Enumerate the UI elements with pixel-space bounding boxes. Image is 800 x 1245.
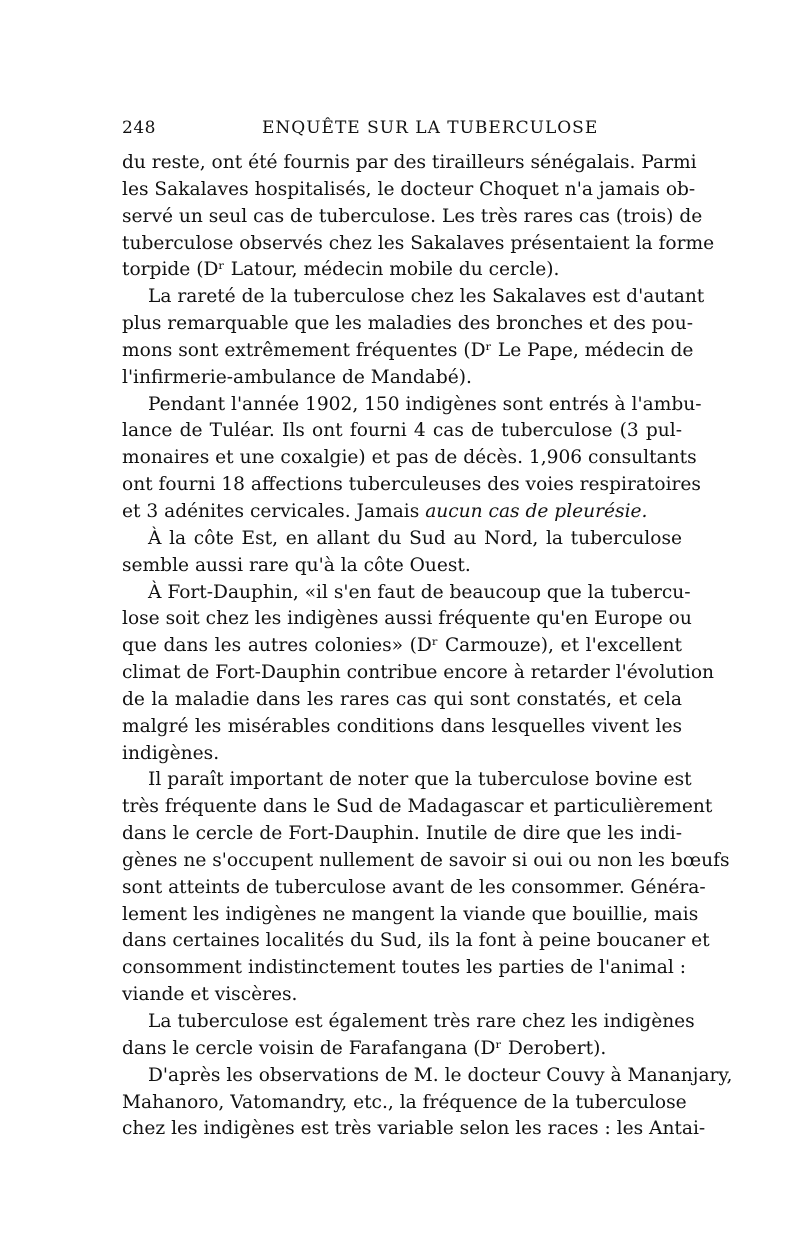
- text-line: lose soit chez les indigènes aussi fréquente qu'en Europe ou: [122, 608, 692, 630]
- text-line: semble aussi rare qu'à la côte Ouest.: [122, 554, 471, 576]
- text-line: que dans les autres colonies» (Dʳ Carmouze), et l'excellent: [122, 635, 682, 657]
- text-line: mons sont extrêmement fréquentes (Dʳ Le Pape, médecin de: [122, 339, 694, 361]
- body-text: [122, 150, 733, 1143]
- text-line: plus remarquable que les maladies des bronches et des pou-: [122, 313, 694, 335]
- text-line: lement les indigènes ne mangent la viande que bouillie, mais: [122, 903, 699, 925]
- text-line: malgré les misérables conditions dans lesquelles vivent les: [122, 715, 682, 737]
- text-line: D'après les observations de M. le docteur Couvy à Mananjary,: [148, 1064, 733, 1086]
- paragraph: [122, 1063, 733, 1144]
- text-line: très fréquente dans le Sud de Madagascar et particulièrement: [122, 796, 713, 818]
- text-line: À la côte Est, en allant du Sud au Nord, la tuberculose: [148, 527, 682, 549]
- text-line: chez les indigènes est très variable selon les races : les Antai-: [122, 1118, 706, 1140]
- text-line: sont atteints de tuberculose avant de les consommer. Généra-: [122, 876, 706, 898]
- text-line: Il paraît important de noter que la tuberculose bovine est: [148, 769, 692, 791]
- text-line: ont fourni 18 affections tuberculeuses des voies respiratoires: [122, 474, 701, 496]
- text-line: La tuberculose est également très rare chez les indigènes: [148, 1011, 695, 1032]
- paragraph: [122, 1009, 695, 1063]
- text-line: gènes ne s'occupent nullement de savoir si oui ou non les bœufs: [122, 849, 730, 871]
- text-line: de la maladie dans les rares cas qui sont constatés, et cela: [122, 688, 682, 710]
- text-line: À Fort-Dauphin, «il s'en faut de beaucoup que la tubercu-: [148, 581, 691, 603]
- page-number: 248: [122, 118, 156, 138]
- text-line: dans le cercle voisin de Farafangana (Dʳ Derobert).: [122, 1037, 607, 1059]
- text-line: l'infirmerie-ambulance de Mandabé).: [122, 366, 472, 388]
- text-line: lance de Tuléar. Ils ont fourni 4 cas de tuberculose (3 pul-: [122, 420, 682, 442]
- text-line: et 3 adénites cervicales. Jamais aucun cas de pleurésie.: [122, 500, 648, 522]
- text-line: dans certaines localités du Sud, ils la font à peine boucaner et: [122, 930, 710, 952]
- text-line: servé un seul cas de tuberculose. Les très rares cas (trois) de: [122, 205, 703, 227]
- text-line: Pendant l'année 1902, 150 indigènes sont entrés à l'ambu-: [148, 393, 702, 415]
- italic-emphasis: aucun cas de pleurésie.: [425, 500, 648, 522]
- text-line: consomment indistinctement toutes les parties de l'animal :: [122, 957, 686, 979]
- text-line: indigènes.: [122, 742, 220, 764]
- page-header: [122, 118, 682, 142]
- paragraph: [122, 580, 715, 768]
- text-line: La rareté de la tuberculose chez les Sakalaves est d'autant: [148, 286, 705, 308]
- text-line: du reste, ont été fournis par des tirailleurs sénégalais. Parmi: [122, 152, 697, 173]
- text-line: tuberculose observés chez les Sakalaves présentaient la forme: [122, 232, 715, 254]
- paragraph: [122, 150, 715, 284]
- text-line: climat de Fort-Dauphin contribue encore à retarder l'évolution: [122, 662, 715, 684]
- text-line: dans le cercle de Fort-Dauphin. Inutile de dire que les indi-: [122, 823, 682, 845]
- running-title: ENQUÊTE SUR LA TUBERCULOSE: [262, 118, 599, 138]
- text-line: monaires et une coxalgie) et pas de décès. 1,906 consultants: [122, 447, 697, 469]
- text-line: Mahanoro, Vatomandry, etc., la fréquence de la tuberculose: [122, 1091, 687, 1113]
- paragraph: [122, 526, 682, 580]
- paragraph: [122, 284, 705, 391]
- paragraph: [122, 767, 730, 1009]
- text-line: viande et viscères.: [122, 984, 298, 1006]
- text-line: les Sakalaves hospitalisés, le docteur Choquet n'a jamais ob-: [122, 178, 696, 200]
- text-line: torpide (Dʳ Latour, médecin mobile du cercle).: [122, 259, 560, 281]
- paragraph: [122, 392, 702, 526]
